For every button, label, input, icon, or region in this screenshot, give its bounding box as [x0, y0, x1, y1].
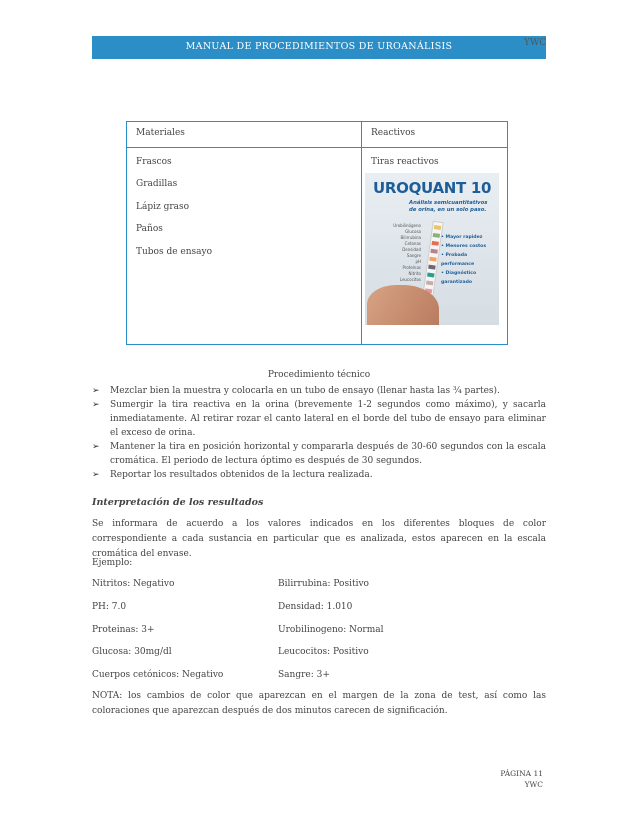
material-item: Gradillas	[136, 179, 178, 189]
product-bullet: • Menores costos	[441, 244, 487, 249]
footer-initials: YWC	[524, 780, 543, 789]
header-title: MANUAL DE PROCEDIMIENTOS DE UROANÁLISIS	[185, 41, 453, 52]
result-left: Proteinas: 3+	[92, 625, 155, 635]
interpretation-title: Interpretación de los resultados	[92, 497, 264, 508]
arrow-bullet-icon: ➢	[92, 442, 100, 452]
material-item: Tubos de ensayo	[136, 246, 213, 257]
procedure-step: ➢ Mezclar bien la muestra y colocarla en un tubo de ensayo (llenar hasta las ¾ partes).	[92, 386, 500, 396]
hand-illustration	[367, 285, 439, 325]
page-number: PÁGINA 11	[500, 769, 543, 778]
result-right: Urobilinogeno: Normal	[278, 625, 384, 635]
product-bullets	[441, 233, 499, 287]
product-param: pH	[415, 259, 421, 264]
result-left: Cuerpos cetónicos: Negativo	[92, 670, 224, 680]
result-right: Sangre: 3+	[278, 670, 330, 680]
product-param: Glucosa	[405, 229, 421, 234]
example-label: Ejemplo:	[92, 558, 133, 568]
procedure-title: Procedimiento técnico	[267, 370, 371, 380]
header-bar	[92, 36, 546, 59]
arrow-bullet-icon: ➢	[92, 470, 100, 480]
product-params	[385, 223, 421, 283]
result-left: PH: 7.0	[92, 602, 127, 612]
procedure-step: ➢ Reportar los resultados obtenidos de la lectura realizada.	[92, 470, 373, 480]
materials-table	[126, 121, 508, 345]
product-subtitle: Análisis semicuantitativos de orina, en un solo paso.	[409, 200, 488, 213]
uroquant-product-image	[365, 173, 499, 325]
product-param: Urobilinógeno	[393, 223, 421, 228]
materials-list	[127, 148, 362, 345]
procedure-step: ➢ Mantener la tira en posición horizontal y compararla después de 30-60 segundos con la escala cromática. El periodo de lectura óptimo es después de 30 segundos.	[92, 442, 546, 466]
product-param: Leucocitos	[399, 277, 421, 282]
result-left: Glucosa: 30mg/dl	[92, 647, 172, 657]
result-left: Nitritos: Negativo	[92, 579, 175, 589]
reagents-header: Reactivos	[362, 122, 508, 148]
procedure-step: ➢ Sumergir la tira reactiva en la orina (brevemente 1-2 segundos como máximo), y sacarla inmediatamente. Al retirar rozar el canto lateral en el borde del tubo de ensayo para eliminar el exceso de orina.	[92, 400, 546, 438]
product-bullet: • Mayor rapidez	[441, 235, 483, 240]
reagents-cell	[362, 148, 508, 345]
page-footer	[500, 768, 543, 790]
product-title: UROQUANT 10	[373, 179, 492, 197]
result-right: Bilirrubina: Positivo	[278, 579, 369, 589]
material-item: Lápiz graso	[136, 201, 190, 212]
interpretation-intro: Se informara de acuerdo a los valores indicados en los diferentes bloques de color correspondiente a cada sustancia en particular que es analizada, estos aparecen en la escala cromática del envase.	[92, 519, 546, 559]
materials-header: Materiales	[127, 122, 362, 148]
arrow-bullet-icon: ➢	[92, 400, 100, 410]
product-param: Bilirrubina	[400, 235, 421, 240]
reagent-label: Tiras reactivos	[371, 157, 439, 167]
product-param: Cetonas	[404, 241, 421, 246]
arrow-bullet-icon: ➢	[92, 386, 100, 396]
material-item: Frascos	[136, 157, 172, 167]
product-param: Densidad	[402, 247, 421, 252]
product-param: Proteínas	[402, 265, 421, 270]
product-bullet: • Probada performance	[441, 253, 475, 267]
material-item: Paños	[136, 224, 163, 234]
result-right: Leucocitos: Positivo	[278, 647, 369, 657]
header-initials: YWC	[524, 38, 547, 48]
result-right: Densidad: 1.010	[278, 602, 353, 612]
product-bullet: • Diagnóstico garantizado	[441, 271, 477, 285]
product-param: Sangre	[406, 253, 421, 258]
note-paragraph: NOTA: los cambios de color que aparezcan en el margen de la zona de test, así como las coloraciones que aparezcan después de dos minutos carecen de significación.	[92, 691, 546, 716]
product-param: Nitrito	[408, 271, 421, 276]
procedure-steps	[92, 384, 546, 482]
